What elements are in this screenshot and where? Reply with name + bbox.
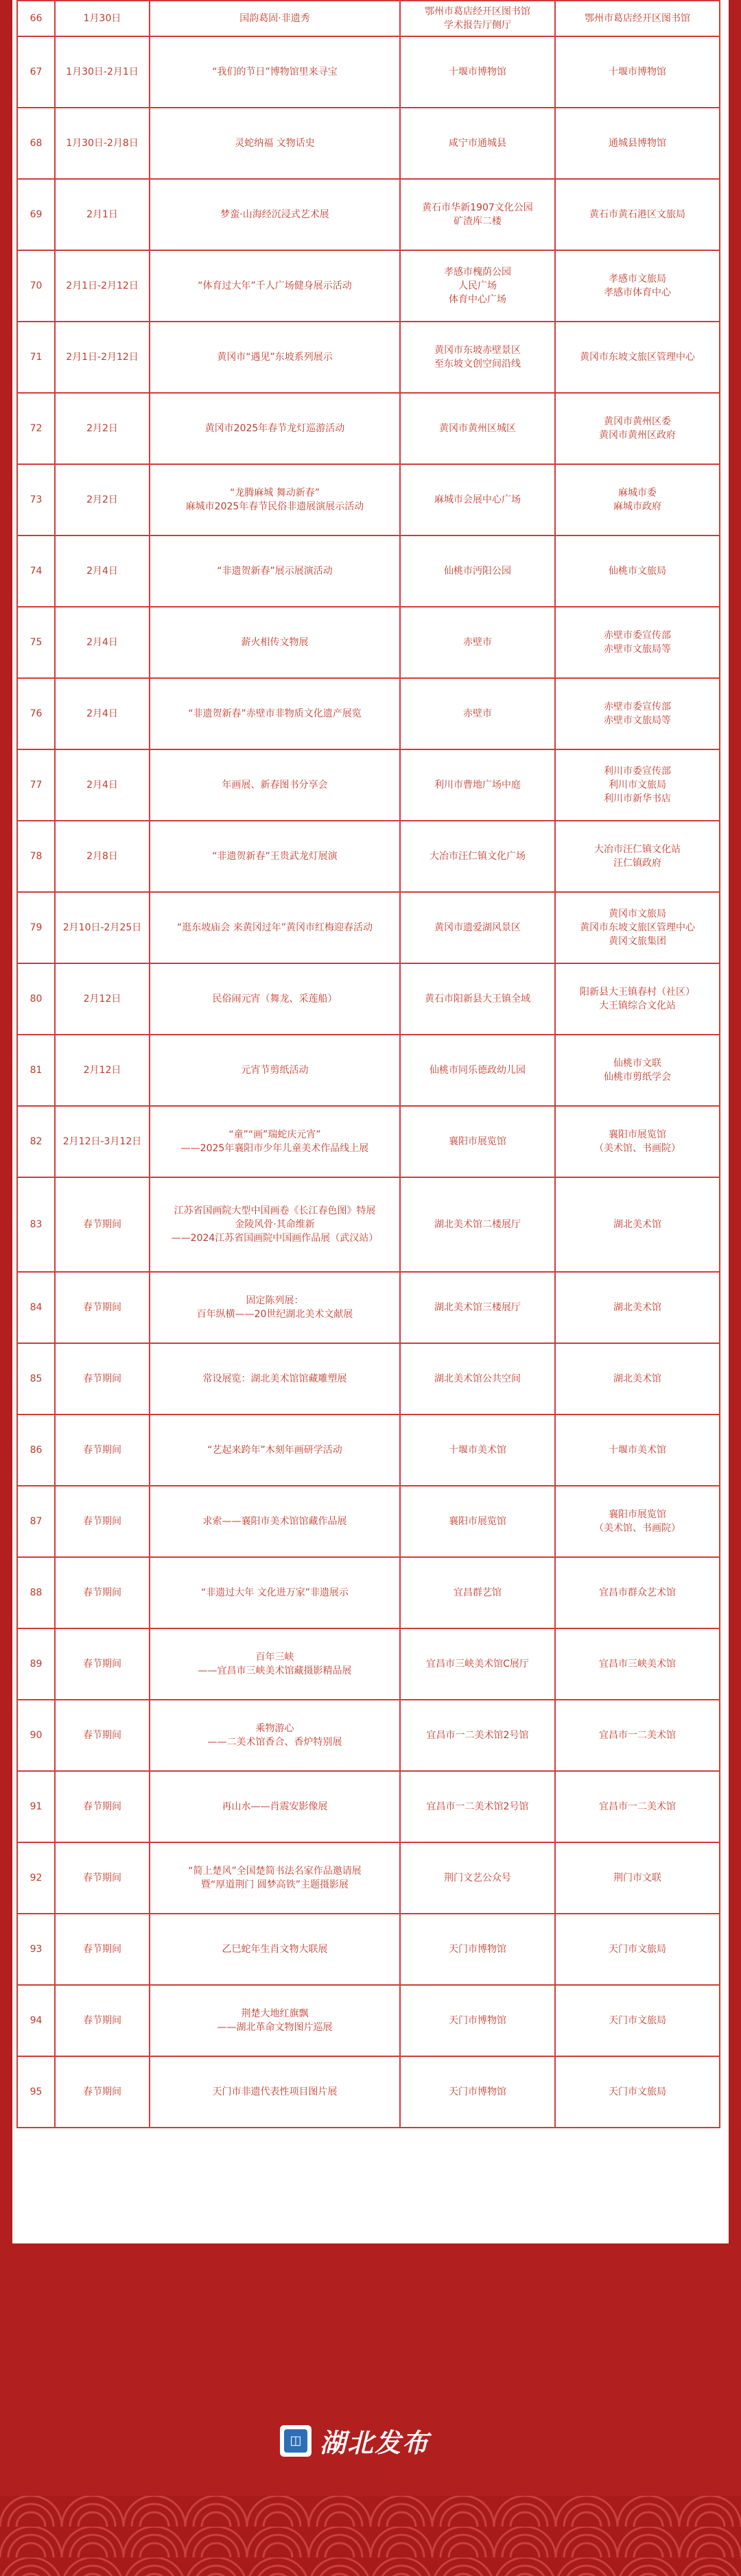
cell-name: 固定陈列展： 百年纵横——20世纪湖北美术文献展 <box>150 1272 400 1343</box>
cell-date: 2月12日 <box>55 1035 150 1106</box>
cell-venue: 湖北美术馆三楼展厅 <box>400 1272 555 1343</box>
cell-date: 2月4日 <box>55 607 150 678</box>
brand-name: 湖北发布 <box>320 2428 430 2458</box>
cell-no: 69 <box>17 179 55 250</box>
table-row <box>17 607 720 678</box>
cell-venue: 赤壁市 <box>400 607 555 678</box>
cell-date: 春节期间 <box>55 1985 150 2056</box>
cell-name: “体育过大年”千人广场健身展示活动 <box>150 250 400 322</box>
events-table <box>16 0 720 2128</box>
table-row <box>17 108 720 179</box>
table-row <box>17 1628 720 1700</box>
cell-no: 72 <box>17 393 55 464</box>
cell-date: 2月12日-3月12日 <box>55 1106 150 1177</box>
cell-name: 常设展览：湖北美术馆馆藏雕塑展 <box>150 1343 400 1415</box>
cell-venue: 襄阳市展览馆 <box>400 1106 555 1177</box>
table-row <box>17 1272 720 1343</box>
cell-date: 1月30日-2月8日 <box>55 108 150 179</box>
cell-venue: 麻城市会展中心广场 <box>400 464 555 535</box>
cell-org: 赤壁市委宣传部 赤壁市文旅局等 <box>555 607 720 678</box>
table-row <box>17 535 720 607</box>
cell-no: 88 <box>17 1557 55 1628</box>
cell-name: “童”“画”瑞蛇庆元宵” ——2025年襄阳市少年儿童美术作品线上展 <box>150 1106 400 1177</box>
cell-date: 春节期间 <box>55 1415 150 1486</box>
cell-no: 83 <box>17 1177 55 1272</box>
cell-no: 78 <box>17 821 55 892</box>
cell-venue: 咸宁市通城县 <box>400 108 555 179</box>
table-row <box>17 393 720 464</box>
cell-name: “非遗贺新春”王贵武龙灯展演 <box>150 821 400 892</box>
cell-no: 90 <box>17 1700 55 1771</box>
table-row <box>17 1771 720 1842</box>
cell-no: 80 <box>17 963 55 1035</box>
cell-date: 春节期间 <box>55 1486 150 1557</box>
cell-no: 93 <box>17 1914 55 1985</box>
cell-org: 十堰市博物馆 <box>555 36 720 108</box>
table-row <box>17 1343 720 1415</box>
cell-venue: 襄阳市展览馆 <box>400 1486 555 1557</box>
cell-name: “非遗贺新春”赤壁市非物质文化遗产展览 <box>150 678 400 749</box>
cell-name: “非遗过大年 文化进万家”非遗展示 <box>150 1557 400 1628</box>
cell-date: 2月2日 <box>55 464 150 535</box>
table-row <box>17 1035 720 1106</box>
cell-org: 宜昌市群众艺术馆 <box>555 1557 720 1628</box>
cell-date: 1月30日-2月1日 <box>55 36 150 108</box>
cell-venue: 宜昌市三峡美术馆C展厅 <box>400 1628 555 1700</box>
cell-name: “逛东坡庙会 来黄冈过年”黄冈市红梅迎春活动 <box>150 892 400 963</box>
cell-venue: 湖北美术馆二楼展厅 <box>400 1177 555 1272</box>
cell-no: 92 <box>17 1842 55 1914</box>
table-row <box>17 464 720 535</box>
cell-org: 黄冈市文旅局 黄冈市东坡文旅区管理中心 黄冈文旅集团 <box>555 892 720 963</box>
cell-date: 2月10日-2月25日 <box>55 892 150 963</box>
cell-org: 阳新县大王镇春村（社区） 大王镇综合文化站 <box>555 963 720 1035</box>
cell-org: 麻城市委 麻城市政府 <box>555 464 720 535</box>
cell-venue: 孝感市槐荫公园 人民广场 体育中心广场 <box>400 250 555 322</box>
cell-org: 鄂州市葛店经开区图书馆 <box>555 1 720 36</box>
footer-brand <box>280 2422 430 2459</box>
cell-date: 春节期间 <box>55 1771 150 1842</box>
cell-org: 仙桃市文联 仙桃市剪纸学会 <box>555 1035 720 1106</box>
cell-venue: 十堰市美术馆 <box>400 1415 555 1486</box>
cell-name: 黄冈市“遇见”东坡系列展示 <box>150 322 400 393</box>
wave-pattern-decoration <box>0 2496 741 2576</box>
table-row <box>17 250 720 322</box>
cell-no: 71 <box>17 322 55 393</box>
cell-venue: 十堰市博物馆 <box>400 36 555 108</box>
cell-date: 2月4日 <box>55 535 150 607</box>
cell-venue: 黄冈市遗爱湖风景区 <box>400 892 555 963</box>
cell-no: 94 <box>17 1985 55 2056</box>
cell-no: 85 <box>17 1343 55 1415</box>
cell-name: “简上楚风”全国楚简书法名家作品邀请展 暨“厚道荆门 圆梦高铁”主题摄影展 <box>150 1842 400 1914</box>
cell-no: 76 <box>17 678 55 749</box>
cell-no: 79 <box>17 892 55 963</box>
cell-no: 87 <box>17 1486 55 1557</box>
cell-date: 2月8日 <box>55 821 150 892</box>
cell-org: 黄石市黄石港区文旅局 <box>555 179 720 250</box>
cell-venue: 黄冈市东坡赤壁景区 至东坡文创空间沿线 <box>400 322 555 393</box>
cell-date: 春节期间 <box>55 1177 150 1272</box>
cell-no: 86 <box>17 1415 55 1486</box>
cell-date: 2月1日 <box>55 179 150 250</box>
cell-date: 春节期间 <box>55 1914 150 1985</box>
cell-name: “艺起来跨年”木刻年画研学活动 <box>150 1415 400 1486</box>
cell-name: 民俗闹元宵（舞龙、采莲船） <box>150 963 400 1035</box>
table-row <box>17 1914 720 1985</box>
cell-name: 灵蛇纳福 文物话史 <box>150 108 400 179</box>
cell-date: 2月4日 <box>55 678 150 749</box>
cell-name: 江苏省国画院大型中国画卷《长江春色图》特展 金陵风骨·其命维新 ——2024江苏省国画院中国画作品展（武汉站） <box>150 1177 400 1272</box>
table-row <box>17 963 720 1035</box>
cell-name: 年画展、新春图书分享会 <box>150 749 400 821</box>
cell-name: 薪火相传文物展 <box>150 607 400 678</box>
cell-date: 春节期间 <box>55 1628 150 1700</box>
cell-org: 天门市文旅局 <box>555 2056 720 2128</box>
cell-date: 2月4日 <box>55 749 150 821</box>
table-row <box>17 36 720 108</box>
cell-venue: 仙桃市同乐德政幼儿园 <box>400 1035 555 1106</box>
cell-no: 95 <box>17 2056 55 2128</box>
cell-org: 荆门市文联 <box>555 1842 720 1914</box>
cell-date: 2月1日-2月12日 <box>55 322 150 393</box>
cell-org: 天门市文旅局 <box>555 1914 720 1985</box>
cell-date: 春节期间 <box>55 1343 150 1415</box>
cell-org: 黄冈市东坡文旅区管理中心 <box>555 322 720 393</box>
cell-venue: 宜昌市一二美术馆2号馆 <box>400 1771 555 1842</box>
table-row <box>17 1557 720 1628</box>
table-row <box>17 892 720 963</box>
table-row <box>17 821 720 892</box>
table-row <box>17 1700 720 1771</box>
cell-name: 梦蛮·山海经沉浸式艺术展 <box>150 179 400 250</box>
cell-no: 77 <box>17 749 55 821</box>
cell-venue: 天门市博物馆 <box>400 1985 555 2056</box>
table-row <box>17 749 720 821</box>
cell-name: 元宵节剪纸活动 <box>150 1035 400 1106</box>
cell-no: 66 <box>17 1 55 36</box>
cell-venue: 荆门文艺公众号 <box>400 1842 555 1914</box>
events-table-body <box>17 1 720 2128</box>
cell-no: 74 <box>17 535 55 607</box>
table-row <box>17 1177 720 1272</box>
cell-no: 75 <box>17 607 55 678</box>
cell-venue: 天门市博物馆 <box>400 2056 555 2128</box>
cell-name: 荆楚大地红旗飘 ——湖北革命文物图片巡展 <box>150 1985 400 2056</box>
cell-org: 襄阳市展览馆 （美术馆、书画院） <box>555 1106 720 1177</box>
cell-org: 湖北美术馆 <box>555 1272 720 1343</box>
cell-org: 黄冈市黄州区委 黄冈市黄州区政府 <box>555 393 720 464</box>
cell-org: 赤壁市委宣传部 赤壁市文旅局等 <box>555 678 720 749</box>
cell-name: “我们的节日”博物馆里来寻宝 <box>150 36 400 108</box>
cell-date: 2月12日 <box>55 963 150 1035</box>
cell-no: 89 <box>17 1628 55 1700</box>
cell-name: 求索——襄阳市美术馆馆藏作品展 <box>150 1486 400 1557</box>
cell-no: 84 <box>17 1272 55 1343</box>
cell-name: 黄冈市2025年春节龙灯巡游活动 <box>150 393 400 464</box>
cell-venue: 鄂州市葛店经开区图书馆 学术报告厅侧厅 <box>400 1 555 36</box>
table-row <box>17 1415 720 1486</box>
cell-org: 湖北美术馆 <box>555 1177 720 1272</box>
cell-no: 82 <box>17 1106 55 1177</box>
cell-name: 百年三峡 ——宜昌市三峡美术馆藏摄影精品展 <box>150 1628 400 1700</box>
cell-org: 宜昌市三峡美术馆 <box>555 1628 720 1700</box>
cell-venue: 黄冈市黄州区城区 <box>400 393 555 464</box>
cell-no: 67 <box>17 36 55 108</box>
cell-no: 81 <box>17 1035 55 1106</box>
cell-date: 2月2日 <box>55 393 150 464</box>
cell-name: 乙巳蛇年生肖文物大联展 <box>150 1914 400 1985</box>
cell-name: 国韵葛固·非遗秀 <box>150 1 400 36</box>
cell-date: 春节期间 <box>55 1272 150 1343</box>
cell-no: 73 <box>17 464 55 535</box>
cell-venue: 天门市博物馆 <box>400 1914 555 1985</box>
cell-org: 天门市文旅局 <box>555 1985 720 2056</box>
cell-venue: 宜昌群艺馆 <box>400 1557 555 1628</box>
cell-org: 仙桃市文旅局 <box>555 535 720 607</box>
table-row <box>17 2056 720 2128</box>
table-row <box>17 678 720 749</box>
cell-org: 宜昌市一二美术馆 <box>555 1771 720 1842</box>
cell-org: 利川市委宣传部 利川市文旅局 利川市新华书店 <box>555 749 720 821</box>
table-row <box>17 322 720 393</box>
cell-venue: 湖北美术馆公共空间 <box>400 1343 555 1415</box>
cell-name: “龙腾麻城 舞动新春” 麻城市2025年春节民俗非遗展演展示活动 <box>150 464 400 535</box>
cell-no: 70 <box>17 250 55 322</box>
cell-name: 再山水——肖震安影像展 <box>150 1771 400 1842</box>
cell-date: 春节期间 <box>55 1557 150 1628</box>
hubei-fabu-logo-icon: ◫ <box>280 2425 311 2457</box>
cell-no: 91 <box>17 1771 55 1842</box>
cell-org: 宜昌市一二美术馆 <box>555 1700 720 1771</box>
cell-date: 春节期间 <box>55 1700 150 1771</box>
table-row <box>17 1486 720 1557</box>
table-row <box>17 1106 720 1177</box>
cell-org: 通城县博物馆 <box>555 108 720 179</box>
cell-org: 襄阳市展览馆 （美术馆、书画院） <box>555 1486 720 1557</box>
table-row <box>17 1985 720 2056</box>
cell-venue: 黄石市华新1907文化公园 矿渣库二楼 <box>400 179 555 250</box>
cell-org: 孝感市文旅局 孝感市体育中心 <box>555 250 720 322</box>
cell-org: 湖北美术馆 <box>555 1343 720 1415</box>
cell-date: 春节期间 <box>55 2056 150 2128</box>
table-row <box>17 179 720 250</box>
cell-org: 十堰市美术馆 <box>555 1415 720 1486</box>
cell-venue: 黄石市阳新县大王镇全域 <box>400 963 555 1035</box>
table-row <box>17 1842 720 1914</box>
cell-name: 乘物游心 ——二美术馆香合、香炉特别展 <box>150 1700 400 1771</box>
cell-no: 68 <box>17 108 55 179</box>
cell-venue: 利川市曹地广场中庭 <box>400 749 555 821</box>
cell-org: 大冶市汪仁镇文化站 汪仁镇政府 <box>555 821 720 892</box>
cell-date: 1月30日 <box>55 1 150 36</box>
cell-date: 2月1日-2月12日 <box>55 250 150 322</box>
cell-venue: 大冶市汪仁镇文化广场 <box>400 821 555 892</box>
table-row <box>17 1 720 36</box>
cell-venue: 赤壁市 <box>400 678 555 749</box>
cell-venue: 仙桃市沔阳公园 <box>400 535 555 607</box>
cell-name: “非遗贺新春”展示展演活动 <box>150 535 400 607</box>
cell-name: 天门市非遗代表性项目图片展 <box>150 2056 400 2128</box>
cell-date: 春节期间 <box>55 1842 150 1914</box>
cell-venue: 宜昌市一二美术馆2号馆 <box>400 1700 555 1771</box>
